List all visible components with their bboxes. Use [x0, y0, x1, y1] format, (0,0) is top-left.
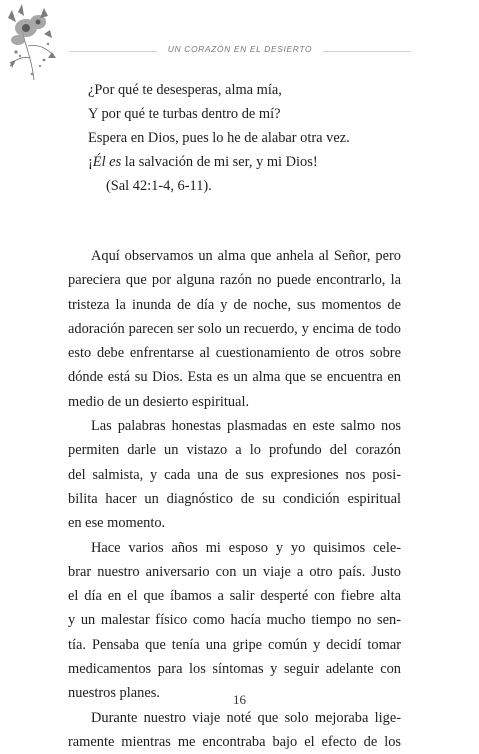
paragraph	[68, 244, 401, 414]
poem-line: Espera en Dios, pues lo he de alabar otra vez.	[88, 130, 350, 146]
text-line: tristeza la inunda de día y de noche, sus momentos de	[68, 296, 401, 313]
text-line: el día en el que íbamos a salir desperté con fiebre alta	[68, 588, 401, 605]
text-line: adoración parecen ser solo un recuerdo, y encima de todo	[68, 320, 401, 337]
poem-line-prefix: ¡	[88, 154, 93, 170]
text-line: medio de un desierto espiritual.	[68, 393, 250, 410]
psalm-reference: (Sal 42:1-4, 6-11).	[106, 178, 212, 194]
text-line: medicamentos para los síntomas y seguir adelante con	[68, 661, 401, 678]
paragraph	[68, 414, 401, 535]
psalm-quote	[88, 78, 350, 198]
running-title: UN CORAZÓN EN EL DESIERTO	[167, 44, 313, 54]
poem-line-rest: la salvación de mi ser, y mi Dios!	[124, 154, 318, 170]
poem-italic-text: Él es	[92, 154, 122, 170]
text-line: nuestros planes.	[68, 685, 160, 702]
text-line: brar nuestro aniversario con un viaje a otro país. Justo	[68, 563, 401, 580]
text-line: bilita hacer un diagnóstico de su condición espiritual	[68, 490, 401, 507]
text-line: pareciera que por alguna razón no puede encontrarlo, la	[68, 272, 401, 289]
text-line: del salmista, y cada una de sus expresiones nos posi-	[68, 466, 401, 483]
paragraph	[68, 536, 401, 706]
poem-line	[88, 150, 350, 174]
text-line: Las palabras honestas plasmadas en este salmo nos	[91, 418, 401, 435]
text-line: tía. Pensaba que tenía una gripe común y decidí tomar	[68, 636, 401, 653]
text-line: en ese momento.	[68, 515, 166, 532]
text-line: y un malestar físico como hacía mucho tiempo no sen-	[68, 612, 401, 629]
text-line: dónde está su Dios. Esta es un alma que se encuentra en	[68, 369, 401, 386]
text-line: permiten darle un vistazo a lo profundo del corazón	[68, 442, 401, 459]
body-text	[68, 244, 401, 754]
text-line: Hace varios años mi esposo y yo quisimos cele-	[91, 539, 401, 556]
floral-ornament-icon	[4, 0, 64, 82]
text-line: ramente mientras me encontraba bajo el efecto de los	[68, 733, 401, 750]
text-line: Durante nuestro viaje noté que solo mejoraba lige-	[91, 709, 401, 726]
running-header	[69, 44, 411, 58]
page-number: 16	[233, 692, 246, 707]
header-rule-right	[323, 51, 411, 52]
poem-line: ¿Por qué te desesperas, alma mía,	[88, 82, 282, 98]
poem-line: Y por qué te turbas dentro de mí?	[88, 106, 281, 122]
text-line: Aquí observamos un alma que anhela al Señor, pero	[91, 248, 401, 264]
text-line: esto debe enfrentarse al cuestionamiento de otros sobre	[68, 345, 401, 362]
